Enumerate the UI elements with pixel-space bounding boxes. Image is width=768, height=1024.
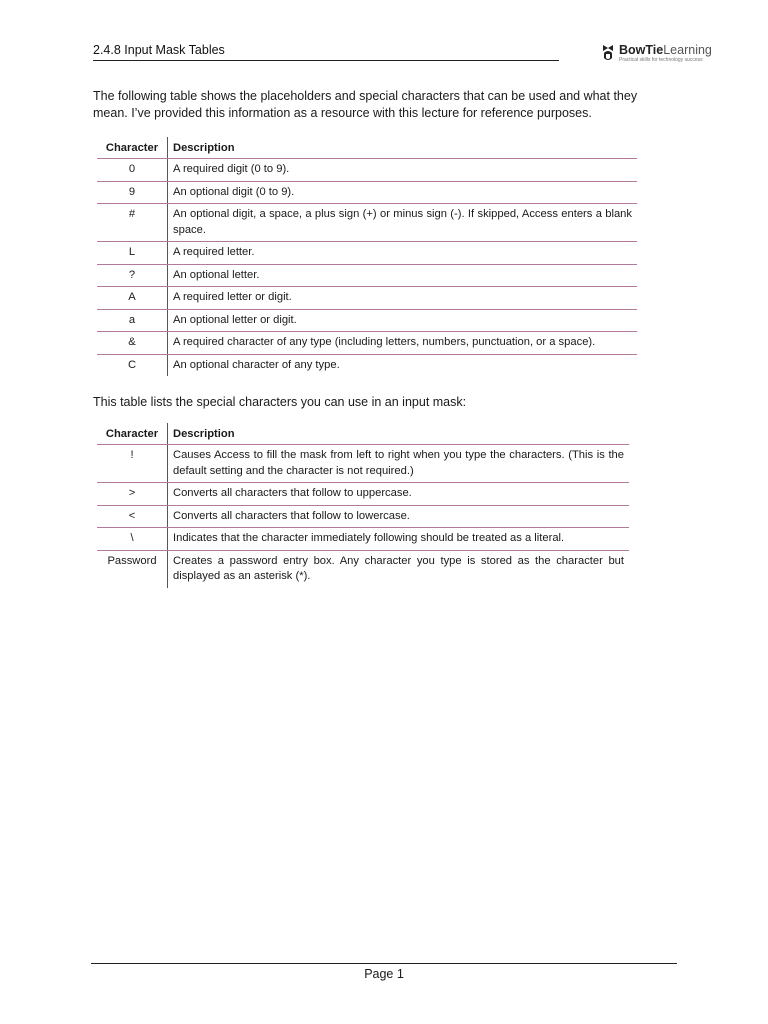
character-cell: & bbox=[97, 332, 168, 355]
table-row bbox=[97, 159, 637, 182]
table-header-row bbox=[97, 137, 637, 159]
description-cell: An optional letter or digit. bbox=[168, 309, 638, 332]
description-cell: An optional character of any type. bbox=[173, 358, 340, 371]
description-cell: A required digit (0 to 9). bbox=[168, 159, 638, 182]
table-row bbox=[97, 354, 637, 376]
description-cell: Converts all characters that follow to lowercase. bbox=[168, 505, 630, 528]
character-cell: # bbox=[97, 204, 168, 242]
description-cell: An optional digit, a space, a plus sign (+) or minus sign (-). If skipped, Access enters a blank space. bbox=[168, 204, 638, 242]
table-row bbox=[97, 264, 637, 287]
table-row bbox=[97, 332, 637, 355]
bowtie-learning-logo bbox=[601, 43, 711, 67]
table-header-row bbox=[97, 423, 629, 445]
character-cell: Password bbox=[97, 550, 168, 588]
intro-paragraph: The following table shows the placeholders and special characters that can be used and what they mean. I’ve provided this information as a resource with this lecture for reference purposes. bbox=[93, 89, 638, 120]
character-cell: ! bbox=[97, 445, 168, 483]
logo-wordmark: BowTieLearning bbox=[619, 43, 712, 57]
column-header-description: Description bbox=[168, 423, 630, 445]
footer-rule bbox=[91, 963, 677, 964]
page-number: Page 1 bbox=[364, 967, 404, 981]
table-row bbox=[97, 287, 637, 310]
logo-tagline: Practical skills for technology success bbox=[619, 57, 703, 63]
character-cell: \ bbox=[97, 528, 168, 551]
description-cell: Causes Access to fill the mask from left to right when you type the characters. (This is the default setting and the character is not required.) bbox=[168, 445, 630, 483]
special-characters-table bbox=[97, 423, 629, 588]
description-cell: Converts all characters that follow to uppercase. bbox=[168, 483, 630, 506]
character-cell: a bbox=[97, 309, 168, 332]
table-row bbox=[97, 309, 637, 332]
column-header-description: Description bbox=[168, 137, 638, 159]
table-row bbox=[97, 204, 637, 242]
description-cell: An optional digit (0 to 9). bbox=[168, 181, 638, 204]
table-row bbox=[97, 445, 629, 483]
character-cell: 0 bbox=[97, 159, 168, 182]
table-row bbox=[97, 550, 629, 588]
character-cell: C bbox=[97, 354, 168, 376]
second-paragraph: This table lists the special characters you can use in an input mask: bbox=[93, 395, 467, 409]
table-row bbox=[97, 181, 637, 204]
description-cell: A required letter or digit. bbox=[168, 287, 638, 310]
column-header-character: Character bbox=[97, 137, 168, 159]
character-cell: A bbox=[97, 287, 168, 310]
description-cell: A required character of any type (including letters, numbers, punctuation, or a space). bbox=[168, 332, 638, 355]
header-title: 2.4.8 Input Mask Tables bbox=[93, 43, 225, 57]
description-cell: An optional letter. bbox=[168, 264, 638, 287]
character-cell: > bbox=[97, 483, 168, 506]
column-header-character: Character bbox=[97, 423, 168, 445]
placeholder-characters-table bbox=[97, 137, 637, 376]
description-cell: A required letter. bbox=[168, 242, 638, 265]
description-cell: Indicates that the character immediately following should be treated as a literal. bbox=[168, 528, 630, 551]
table-row bbox=[97, 505, 629, 528]
character-cell: L bbox=[97, 242, 168, 265]
character-cell: < bbox=[97, 505, 168, 528]
character-cell: ? bbox=[97, 264, 168, 287]
page-header bbox=[93, 42, 559, 61]
table-row bbox=[97, 528, 629, 551]
table-row bbox=[97, 242, 637, 265]
description-cell: Creates a password entry box. Any character you type is stored as the character but displayed as an asterisk (*). bbox=[173, 554, 624, 582]
table-row bbox=[97, 483, 629, 506]
character-cell: 9 bbox=[97, 181, 168, 204]
bowtie-logo-icon bbox=[601, 43, 615, 63]
